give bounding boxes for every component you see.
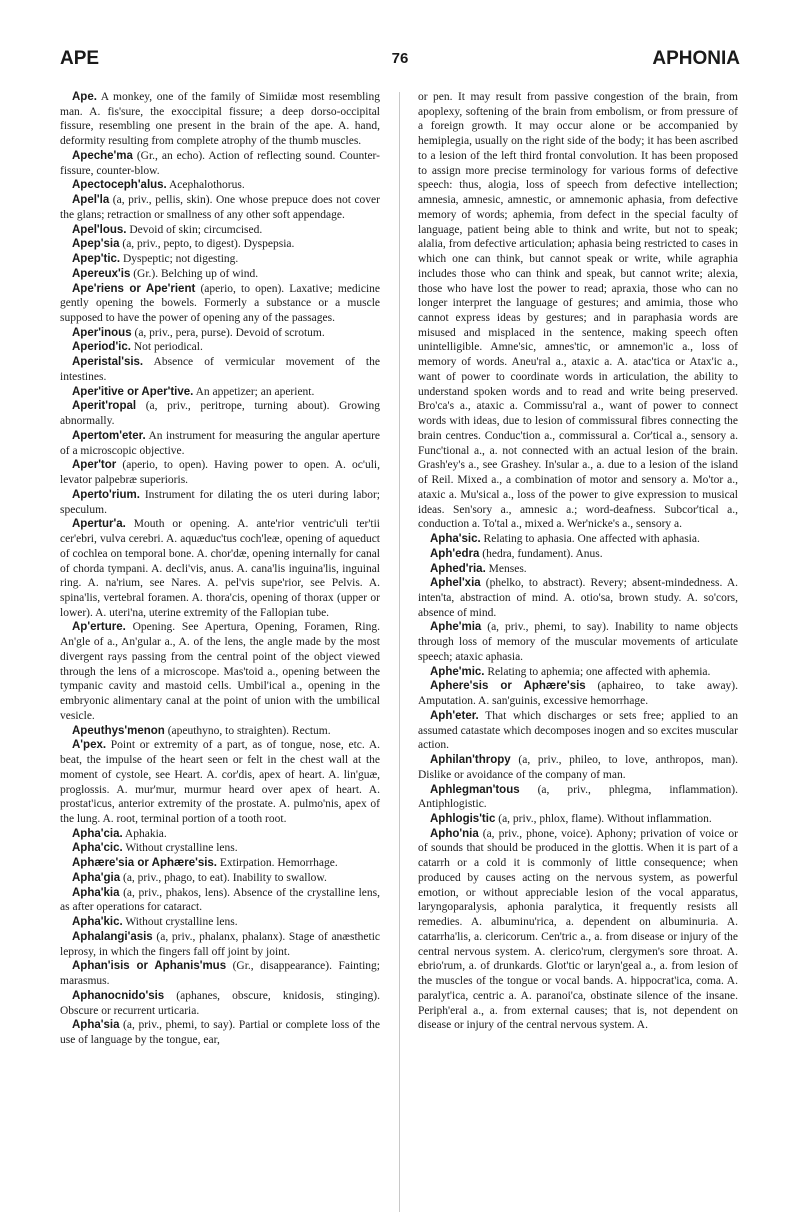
entry-headword: Aperto'rium. bbox=[72, 488, 140, 501]
entry-headword: Apha'sic. bbox=[430, 533, 481, 546]
dictionary-entry bbox=[60, 385, 380, 400]
entry-definition: (a, priv., phone, voice). Aphony; privation of voice or of sounds that should be produced in the glottis. When it is part of a catarrh or a cold it is commonly of little consequence; when produced by causes acting on the nervous system, as powerful emotion, or without appreciable lesion of the vocal apparatus, laryngoparalysis, aphonia paralytica, it frequently resists all remedies. A. albuminu'rica, a. dependent on albuminuria. A. catarrha'lis, a. clericorum. Cen'tric a., a. from disease or injury of the central nervous system. A. clerico'rum, clergymen's sore throat. A. ebrio'rum, a. of drunkards. Glot'tic or laryn'geal a., a. from lesion of the muscles of the tongue or vocal bands. A. hippocrat'ica, coma. A. paralyt'ica, centric a. A. paranoi'ca, obstinate silence of the insane. Periph'eral a., a. from external causes; that is, not dependent on disease or injury of the central nervous system. A. bbox=[418, 827, 738, 1032]
dictionary-entry bbox=[60, 149, 380, 178]
entry-definition: Not periodical. bbox=[130, 341, 203, 354]
entry-headword: Aphære'sia or Aphære'sis. bbox=[72, 857, 218, 870]
entry-headword: Apha'sia bbox=[72, 1019, 120, 1032]
page-number: 76 bbox=[391, 50, 409, 67]
entry-headword: Aperit'ropal bbox=[72, 400, 137, 413]
entry-definition: (Gr., disappearance). Fainting; marasmus. bbox=[60, 960, 380, 988]
entry-definition: (a, priv., phlox, flame). Without inflammation. bbox=[495, 812, 712, 825]
entry-definition: (phelko, to abstract). Revery; absent-mindedness. A. inten'ta, abstraction of mind. A. otio'sa, brown study. A. so'cors, absence of mind. bbox=[418, 577, 738, 619]
dictionary-entry bbox=[60, 429, 380, 458]
dictionary-entry bbox=[60, 252, 380, 267]
entry-definition: An appetizer; an aperient. bbox=[193, 385, 315, 398]
entry-headword: Apho'nia bbox=[430, 827, 479, 840]
entry-headword: Apel'lous. bbox=[72, 223, 127, 236]
dictionary-entry bbox=[60, 267, 380, 282]
entry-definition: Acephalothorus. bbox=[166, 179, 245, 192]
entry-definition: Relating to aphemia; one affected with aphemia. bbox=[484, 665, 711, 678]
running-header bbox=[60, 48, 740, 74]
dictionary-entry bbox=[418, 532, 738, 547]
entry-definition: Instrument for dilating the os uteri during labor; speculum. bbox=[60, 488, 380, 516]
entry-headword: Aphe'mia bbox=[430, 621, 482, 634]
entry-headword: Aphanocnido'sis bbox=[72, 989, 165, 1002]
entry-headword: Apel'la bbox=[72, 194, 110, 207]
dictionary-entry bbox=[60, 871, 380, 886]
entry-definition: An instrument for measuring the angular aperture of a microscopic objective. bbox=[60, 429, 380, 457]
entry-headword: Aperiod'ic. bbox=[72, 341, 131, 354]
entry-headword: Aphlogis'tic bbox=[430, 812, 496, 825]
dictionary-entry bbox=[60, 738, 380, 826]
entry-headword: Aper'itive or Aper'tive. bbox=[72, 385, 194, 398]
dictionary-entry bbox=[60, 856, 380, 871]
entry-definition: (Gr.). Belching up of wind. bbox=[130, 267, 259, 280]
entry-definition: Dyspeptic; not digesting. bbox=[120, 253, 239, 266]
entry-headword: Aper'tor bbox=[72, 459, 117, 472]
dictionary-entry bbox=[60, 1018, 380, 1047]
entry-definition: (a, priv., phemi, to say). Inability to name objects through loss of memory of the muscular movements of articulate speech; ataxic aphasia. bbox=[418, 621, 738, 663]
dictionary-entry bbox=[60, 915, 380, 930]
entry-definition: (apeuthyno, to straighten). Rectum. bbox=[164, 724, 331, 737]
entry-definition: (a, priv., phakos, lens). Absence of the crystalline lens, as after operations for cataract. bbox=[60, 886, 380, 914]
entry-definition: Extirpation. Hemorrhage. bbox=[217, 857, 338, 870]
entry-definition: Mouth or opening. A. ante'rior ventric'uli ter'tii cer'ebri, vulva cerebri. A. aquæduc'tus coch'leæ, opening of aqueduct of cochlea on temporal bone. A. chor'dæ, opening internally for canal of chorda tympani. A. decli'vis, anus. A. cana'lis inguina'lis, inguinal ring. A. na'rium, see Nares. A. pel'vis supe'rior, see Pelvis. A. spina'lis, vertebral foramen. A. thora'cis, opening of thorax (upper or lower). A. uteri'na, uterine extremity of the Fallopian tube. bbox=[60, 518, 380, 619]
entry-headword: Apectoceph'alus. bbox=[72, 179, 167, 192]
entry-headword: Apha'kia bbox=[72, 886, 120, 899]
entry-headword: Aph'eter. bbox=[430, 709, 479, 722]
dictionary-entry bbox=[418, 827, 738, 1033]
entry-headword: Aper'inous bbox=[72, 326, 132, 339]
dictionary-entry bbox=[418, 709, 738, 753]
entry-definition: or pen. It may result from passive congestion of the brain, from apoplexy, softening of the brain from embolism, or from pressure of a foreign growth. It may occur alone or be accompanied by hemiplegia, usually on the right side of the body; it has been ascribed to a lesion of the left third frontal convolution. It has been proposed to assign more precise terminology for various forms of defective speech: thus, alogia, loss of speech from defective intellection; amnesia, amnesic, amnestic, or amnemonic aphasia, from defective memory of words; aphemia, from defect in the special faculty of language, patient being able to think and write, but not to speak; alalia, from defective articulation; aphasia being restricted to cases in which one can think, but cannot speak or write, while agraphia includes those who can think and speak, but cannot write; alexia, those who have lost the power to read; apraxia, those who can no longer interpret the language of gestures; and amimia, those who cannot express ideas by gestures; and in paraphasia words are misused and misplaced in the sentence, making speech often unintelligible. Amne'sic, amnes'tic, or amnemon'ic a., loss of memory of words. Aneu'ral a., ataxic a. A. atac'tica or Atax'ic a., want of power to coordinate words in articulation, the ability to understand spoken words and to read and write being preserved. Bro'ca's a., ataxic a. Commissu'ral a., want of power to connect words with ideas, due to lesion of commissural fibres connecting the brain centres. Conduc'tion a., commissural a. Cor'tical a., sensory a. Func'tional a., a. not connected with an actual lesion of the brain. Grash'ey's a., see Grashey. In'sular a., a. due to a lesion of the island of Reil. Mixed a., a combination of motor and sensory a. Mo'tor a., ataxic a. Mu'sical a., loss of the power to give expression to musical ideas. Sen'sory a., amnesic a.; word-deafness. Subcor'tical a., conduction a. To'tal a., mixed a. Wer'nicke's a., sensory a. bbox=[418, 91, 738, 531]
entry-definition: (aperio, to open). Having power to open. A. oc'uli, levator palpebræ superioris. bbox=[60, 459, 380, 487]
dictionary-entry bbox=[418, 576, 738, 620]
dictionary-entry bbox=[418, 783, 738, 812]
header-first-word: APE bbox=[60, 48, 100, 69]
entry-definition: Menses. bbox=[485, 562, 527, 575]
entry-headword: Apha'kic. bbox=[72, 916, 123, 929]
dictionary-entry bbox=[60, 355, 380, 384]
dictionary-entry bbox=[60, 989, 380, 1018]
entry-headword: Apertur'a. bbox=[72, 518, 126, 531]
column-divider bbox=[399, 92, 400, 1212]
entry-definition: A monkey, one of the family of Simiidæ most resembling man. A. fis'sure, the exoccipital fissure; a deep dorso-occipital fissure, resembling one present in the brain of the ape. A. hand, deformity resulting from complete atrophy of the thumb muscles. bbox=[60, 91, 380, 148]
entry-headword: Apha'cic. bbox=[72, 842, 123, 855]
dictionary-entry bbox=[418, 665, 738, 680]
entry-headword: A'pex. bbox=[72, 739, 107, 752]
dictionary-entry bbox=[418, 753, 738, 782]
entry-headword: Apertom'eter. bbox=[72, 429, 146, 442]
entry-definition: (a, priv., phlegma, inflammation). Antiphlogistic. bbox=[418, 783, 738, 811]
dictionary-entry bbox=[60, 930, 380, 959]
entry-headword: Ape. bbox=[72, 91, 97, 103]
dictionary-entry bbox=[418, 547, 738, 562]
entry-definition: (a, priv., phago, to eat). Inability to swallow. bbox=[120, 871, 327, 884]
entry-headword: Apeche'ma bbox=[72, 149, 133, 162]
entry-definition: (hedra, fundament). Anus. bbox=[479, 547, 603, 560]
dictionary-entry bbox=[418, 812, 738, 827]
entry-definition: (a, priv., pellis, skin). One whose prepuce does not cover the glans; retraction or smallness of any other soft appendage. bbox=[60, 194, 380, 221]
entry-headword: Apha'gia bbox=[72, 871, 121, 884]
entry-definition: Absence of vermicular movement of the intestines. bbox=[60, 356, 380, 383]
entry-headword: Apereux'is bbox=[72, 267, 131, 280]
dictionary-entry bbox=[60, 282, 380, 326]
dictionary-entry bbox=[418, 562, 738, 577]
entry-definition: Opening. See Apertura, Opening, Foramen, Ring. An'gle of a., An'gular a., A. of the lens, the angle made by the most divergent rays passing from the central point of the object viewed through the lens of a microscope. Mas'toid a., opening between the tympanic cavity and mastoid cells. Umbil'ical a., opening in the embryonic alimentary canal at the point of union with the umbilical vesicle. bbox=[60, 621, 380, 722]
entry-headword: Aphlegman'tous bbox=[430, 783, 520, 796]
entry-headword: Aperistal'sis. bbox=[72, 356, 144, 369]
left-column bbox=[60, 90, 380, 1220]
entry-definition: (a, priv., pepto, to digest). Dyspepsia. bbox=[119, 238, 295, 251]
dictionary-entry bbox=[60, 827, 380, 842]
entry-headword: Aphere'sis or Aphære'sis bbox=[430, 680, 586, 693]
entry-definition: (a, priv., peritrope, turning about). Growing abnormally. bbox=[60, 400, 380, 428]
dictionary-entry bbox=[60, 326, 380, 341]
header-last-word: APHONIA bbox=[652, 48, 740, 69]
entry-headword: Apep'tic. bbox=[72, 253, 121, 266]
entry-headword: Aphilan'thropy bbox=[430, 754, 511, 767]
entry-definition: (Gr., an echo). Action of reflecting sound. Counter-fissure, counter-blow. bbox=[60, 149, 380, 177]
dictionary-entry bbox=[418, 90, 738, 532]
entry-headword: Aphalangi'asis bbox=[72, 930, 153, 943]
entry-definition: (a, priv., phalanx, phalanx). Stage of anæsthetic leprosy, in which the fingers fall off joint by joint. bbox=[60, 930, 380, 958]
entry-definition: (aphaireo, to take away). Amputation. A. san'guinis, excessive hemorrhage. bbox=[418, 680, 738, 708]
entry-headword: Apep'sia bbox=[72, 238, 120, 251]
dictionary-entry bbox=[60, 841, 380, 856]
entry-definition: (aphanes, obscure, knidosis, stinging). Obscure or recurrent urticaria. bbox=[60, 989, 380, 1017]
dictionary-entry bbox=[60, 178, 380, 193]
entry-definition: Aphakia. bbox=[122, 827, 167, 840]
right-column bbox=[418, 90, 738, 1220]
entry-definition: Point or extremity of a part, as of tongue, nose, etc. A. beat, the impulse of the heart seen or felt in the chest wall at the moment of cystole, see Heart. A. cor'dis, apex of heart. A. lin'guæ, proglossis. A. mur'mur, murmur heard over apex of heart. A. prostat'icus, anterior extremity of the prostate. A. pulmo'nis, apex of the lung. A. root, terminal portion of a tooth root. bbox=[60, 739, 380, 825]
dictionary-entry bbox=[60, 517, 380, 620]
dictionary-entry bbox=[60, 90, 380, 149]
dictionary-entry bbox=[60, 399, 380, 428]
entry-definition: (aperio, to open). Laxative; medicine gently opening the bowels. Formerly a substance or a muscle supposed to have the power of opening any of the passages. bbox=[60, 282, 380, 325]
dictionary-entry bbox=[60, 223, 380, 238]
entry-definition: (a, priv., phileo, to love, anthropos, man). Dislike or avoidance of the company of man. bbox=[418, 754, 738, 781]
dictionary-entry bbox=[60, 724, 380, 739]
dictionary-entry bbox=[60, 620, 380, 723]
entry-headword: Ape'riens or Ape'rient bbox=[72, 282, 196, 295]
dictionary-entry bbox=[60, 340, 380, 355]
dictionary-entry bbox=[418, 620, 738, 664]
entry-headword: Aph'edra bbox=[430, 547, 480, 560]
entry-definition: (a, priv., phemi, to say). Partial or complete loss of the use of language by the tongue, ear, bbox=[60, 1019, 380, 1046]
entry-definition: Devoid of skin; circumcised. bbox=[126, 223, 263, 236]
entry-headword: Ap'erture. bbox=[72, 621, 126, 634]
dictionary-entry bbox=[60, 886, 380, 915]
entry-definition: That which discharges or sets free; applied to an assumed catastate which decomposes inogen and so excites muscular action. bbox=[418, 709, 738, 752]
dictionary-entry bbox=[60, 193, 380, 222]
entry-headword: Aphed'ria. bbox=[430, 562, 486, 575]
dictionary-entry bbox=[418, 679, 738, 708]
entry-definition: (a, priv., pera, purse). Devoid of scrotum. bbox=[131, 326, 325, 339]
entry-headword: Apeuthys'menon bbox=[72, 724, 165, 737]
entry-definition: Relating to aphasia. One affected with aphasia. bbox=[480, 533, 700, 546]
entry-definition: Without crystalline lens. bbox=[122, 916, 238, 929]
entry-headword: Apha'cia. bbox=[72, 827, 123, 840]
entry-headword: Aphel'xia bbox=[430, 577, 481, 590]
dictionary-entry bbox=[60, 237, 380, 252]
dictionary-entry bbox=[60, 959, 380, 988]
dictionary-entry bbox=[60, 488, 380, 517]
entry-headword: Aphe'mic. bbox=[430, 665, 485, 678]
entry-definition: Without crystalline lens. bbox=[122, 842, 238, 855]
dictionary-entry bbox=[60, 458, 380, 487]
entry-headword: Aphan'isis or Aphanis'mus bbox=[72, 960, 227, 973]
